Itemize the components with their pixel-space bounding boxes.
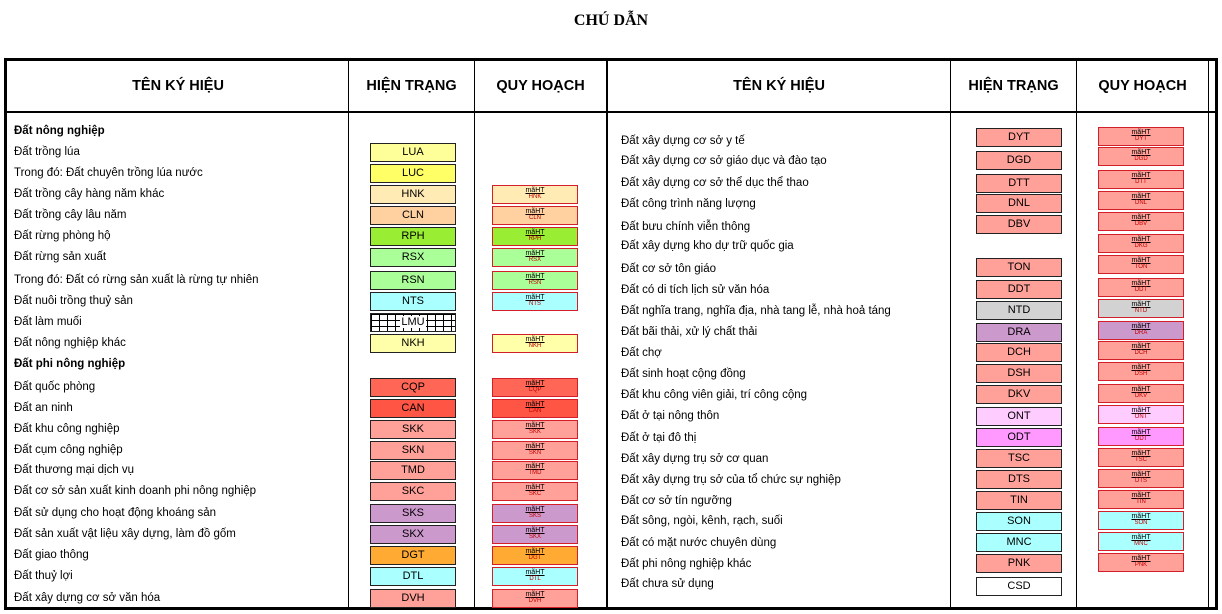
current-swatch [976, 491, 1062, 510]
current-swatch [370, 334, 456, 353]
plan-code: DKV [1134, 393, 1148, 399]
swatch-code: DVH [401, 592, 425, 604]
plan-code-label: mãHT [525, 187, 545, 194]
plan-code-label: mãHT [525, 336, 545, 343]
plan-swatch [1098, 127, 1184, 146]
plan-code: NKH [528, 343, 542, 349]
plan-swatch [492, 292, 578, 311]
plan-code: TMD [528, 470, 542, 476]
legend-label: Đất nghĩa trang, nghĩa địa, nhà tang lễ, nhà hoả táng [621, 305, 891, 317]
plan-code: DVH [528, 598, 542, 604]
legend-label: Đất khu công viên giải, trí công cộng [621, 389, 808, 401]
plan-code-label: mãHT [525, 484, 545, 491]
plan-code-label: mãHT [1131, 193, 1151, 200]
plan-code-label: mãHT [1131, 429, 1151, 436]
swatch-code: DTT [1008, 177, 1030, 189]
swatch-code: HNK [401, 188, 425, 200]
swatch-code: PNK [1007, 557, 1031, 569]
current-swatch [976, 470, 1062, 489]
plan-code-label: mãHT [1131, 343, 1151, 350]
plan-code-label: mãHT [525, 380, 545, 387]
table-divider [606, 61, 608, 610]
current-swatch [370, 164, 456, 183]
legend-label: Đất chưa sử dụng [621, 578, 714, 590]
legend-label: Đất sử dụng cho hoạt động khoáng sản [14, 507, 217, 519]
col-divider [474, 61, 475, 610]
plan-swatch [1098, 321, 1184, 340]
plan-code-label: mãHT [1131, 450, 1151, 457]
swatch-code: DSH [1007, 367, 1031, 379]
plan-code-label: mãHT [1131, 364, 1151, 371]
swatch-code: ONT [1007, 410, 1031, 422]
current-swatch [370, 271, 456, 290]
legend-label: Đất làm muối [14, 316, 82, 328]
current-swatch [976, 280, 1062, 299]
plan-swatch [492, 334, 578, 353]
legend-label: Đất ở tại nông thôn [621, 410, 720, 422]
plan-code: RSX [528, 257, 542, 263]
plan-swatch [492, 441, 578, 460]
plan-code-label: mãHT [525, 463, 545, 470]
current-swatch [976, 323, 1062, 342]
current-swatch [976, 194, 1062, 213]
swatch-code: DDT [1007, 283, 1031, 295]
current-swatch [976, 343, 1062, 362]
plan-swatch [1098, 299, 1184, 318]
current-swatch [370, 292, 456, 311]
legend-label: Đất xây dựng cơ sở y tế [621, 135, 745, 147]
plan-code: SKK [528, 429, 541, 435]
plan-code-label: mãHT [1131, 323, 1151, 330]
legend-label: Đất rừng sản xuất [14, 251, 107, 263]
swatch-code: DTS [1008, 473, 1030, 485]
current-swatch [370, 248, 456, 267]
current-swatch [370, 378, 456, 397]
plan-swatch [492, 248, 578, 267]
swatch-code: SKC [401, 485, 425, 497]
legend-label: Đất bãi thải, xử lý chất thải [621, 326, 758, 338]
plan-code: DRA [1134, 330, 1148, 336]
plan-code: SON [1134, 520, 1148, 526]
swatch-code: TMD [401, 464, 425, 476]
plan-code-label: mãHT [1131, 172, 1151, 179]
plan-code-label: mãHT [1131, 129, 1151, 136]
plan-code-label: mãHT [525, 443, 545, 450]
legend-label: Đất quốc phòng [14, 381, 96, 393]
current-swatch [370, 399, 456, 418]
legend-label: Đất cơ sở sản xuất kinh doanh phi nông nghiệp [14, 485, 257, 497]
legend-label: Đất cơ sở tín ngưỡng [621, 495, 732, 507]
plan-swatch [1098, 553, 1184, 572]
header-plan-right: QUY HOẠCH [1098, 78, 1187, 94]
legend-label: Đất có di tích lịch sử văn hóa [621, 284, 770, 296]
plan-code: SKN [528, 450, 542, 456]
current-swatch [976, 151, 1062, 170]
swatch-code: RSN [401, 274, 425, 286]
swatch-code: DTL [402, 570, 424, 582]
plan-code-label: mãHT [525, 250, 545, 257]
current-swatch [976, 512, 1062, 531]
legend-label: Đất xây dựng cơ sở văn hóa [14, 592, 161, 604]
current-swatch [370, 420, 456, 439]
plan-code: DKG [1134, 243, 1148, 249]
swatch-code: ODT [1007, 431, 1031, 443]
swatch-code: LUA [402, 146, 424, 158]
plan-code-label: mãHT [525, 229, 545, 236]
plan-swatch [1098, 511, 1184, 530]
plan-swatch [1098, 191, 1184, 210]
swatch-code: DCH [1007, 346, 1031, 358]
plan-swatch [1098, 532, 1184, 551]
plan-code: DTT [1135, 179, 1147, 185]
legend-label: Đất giao thông [14, 549, 89, 561]
plan-code-label: mãHT [1131, 280, 1151, 287]
swatch-code: TON [1007, 261, 1031, 273]
current-swatch [370, 206, 456, 225]
plan-code: ODT [1134, 436, 1148, 442]
plan-code: DGD [1134, 156, 1148, 162]
plan-swatch [1098, 490, 1184, 509]
plan-code: DDT [1134, 287, 1148, 293]
swatch-code: MNC [1006, 536, 1032, 548]
plan-code: RPH [528, 236, 542, 242]
legend-label: Đất bưu chính viễn thông [621, 221, 751, 233]
swatch-code: LUC [401, 167, 424, 179]
current-swatch [976, 428, 1062, 447]
swatch-code: RPH [401, 230, 425, 242]
current-swatch [370, 546, 456, 565]
current-swatch [370, 504, 456, 523]
plan-code: SKS [528, 513, 541, 519]
swatch-code: DGT [401, 549, 425, 561]
legend-label: Đất ở tại đô thị [621, 432, 697, 444]
swatch-code: SKN [401, 444, 425, 456]
plan-code: TON [1134, 264, 1148, 270]
plan-code: CLN [528, 215, 541, 221]
swatch-code: DRA [1007, 326, 1031, 338]
plan-code: SKC [528, 491, 542, 497]
current-swatch [370, 589, 456, 608]
plan-code: ONT [1134, 414, 1148, 420]
header-plan-left: QUY HOẠCH [496, 78, 585, 94]
legend-label: Đất cụm công nghiệp [14, 444, 123, 456]
current-swatch [370, 441, 456, 460]
legend-label: Đất sản xuất vật liệu xây dựng, làm đồ gốm [14, 528, 236, 540]
current-swatch [370, 482, 456, 501]
plan-swatch [1098, 427, 1184, 446]
col-divider [348, 61, 349, 610]
legend-label: Đất khu công nghiệp [14, 423, 120, 435]
legend-label: Đất sinh hoạt cộng đồng [621, 368, 746, 380]
plan-code: NTS [529, 301, 541, 307]
swatch-code: NTD [1007, 304, 1031, 316]
current-swatch [976, 364, 1062, 383]
plan-code-label: mãHT [1131, 492, 1151, 499]
plan-swatch [1098, 448, 1184, 467]
current-swatch [370, 227, 456, 246]
legend-label: Trong đó: Đất chuyên trồng lúa nước [14, 167, 203, 179]
legend-label: Đất sông, ngòi, kênh, rạch, suối [621, 515, 783, 527]
legend-label: Đất trồng cây hàng năm khác [14, 188, 165, 200]
swatch-code: LMU [401, 316, 425, 328]
swatch-code: TSC [1008, 452, 1030, 464]
plan-swatch [492, 546, 578, 565]
plan-code: DSH [1134, 371, 1148, 377]
swatch-code: SKX [401, 528, 424, 540]
plan-swatch [492, 482, 578, 501]
legend-label: Đất có mặt nước chuyên dùng [621, 537, 777, 549]
swatch-code: CQP [401, 381, 425, 393]
plan-swatch [492, 378, 578, 397]
header-current-left: HIỆN TRẠNG [366, 78, 457, 94]
plan-swatch [492, 399, 578, 418]
swatch-code: SKS [401, 507, 424, 519]
plan-code: DNL [1134, 200, 1147, 206]
current-swatch [976, 215, 1062, 234]
legend-label: Đất rừng phòng hộ [14, 230, 111, 242]
header-current-right: HIỆN TRẠNG [968, 78, 1059, 94]
header-name-right: TÊN KÝ HIỆU [733, 78, 825, 94]
plan-code-label: mãHT [525, 208, 545, 215]
plan-code: DTL [529, 576, 541, 582]
plan-code: DCH [1134, 350, 1148, 356]
current-swatch [976, 301, 1062, 320]
header-divider [4, 111, 1218, 113]
legend-label: Đất xây dựng trụ sở của tổ chức sự nghiệp [621, 474, 841, 486]
plan-code-label: mãHT [1131, 513, 1151, 520]
plan-swatch [1098, 147, 1184, 166]
plan-swatch [492, 504, 578, 523]
plan-swatch [492, 185, 578, 204]
plan-swatch [492, 461, 578, 480]
plan-code: CQP [528, 387, 542, 393]
plan-code-label: mãHT [1131, 214, 1151, 221]
legend-label: Đất chợ [621, 347, 662, 359]
plan-code-label: mãHT [1131, 407, 1151, 414]
plan-swatch [492, 589, 578, 608]
plan-swatch [492, 227, 578, 246]
swatch-code: CLN [401, 209, 424, 221]
swatch-code: SON [1007, 515, 1031, 527]
plan-swatch [1098, 278, 1184, 297]
current-swatch [976, 407, 1062, 426]
plan-code: DGT [528, 555, 542, 561]
plan-swatch [1098, 384, 1184, 403]
legend-label: Đất trồng cây lâu năm [14, 209, 127, 221]
legend-label: Đất trồng lúa [14, 146, 80, 158]
plan-code: DBV [1134, 221, 1148, 227]
swatch-code: CAN [401, 402, 425, 414]
current-swatch [976, 533, 1062, 552]
legend-label: Đất thuỷ lợi [14, 570, 73, 582]
current-swatch [370, 461, 456, 480]
plan-swatch [1098, 212, 1184, 231]
plan-code-label: mãHT [525, 569, 545, 576]
header-name-left: TÊN KÝ HIỆU [132, 78, 224, 94]
legend-label: Đất phi nông nghiệp khác [621, 558, 752, 570]
current-swatch [976, 385, 1062, 404]
plan-code-label: mãHT [1131, 386, 1151, 393]
group-label: Đất phi nông nghiệp [14, 358, 126, 370]
plan-swatch [1098, 255, 1184, 274]
legend-label: Đất an ninh [14, 402, 73, 414]
legend-label: Đất thương mại dịch vụ [14, 464, 135, 476]
plan-code: MNC [1134, 541, 1148, 547]
plan-code: RSN [528, 280, 542, 286]
plan-code: SKX [528, 534, 541, 540]
plan-code-label: mãHT [1131, 534, 1151, 541]
plan-swatch [1098, 469, 1184, 488]
plan-code: PNK [1134, 562, 1148, 568]
plan-code-label: mãHT [525, 548, 545, 555]
swatch-code: DYT [1008, 131, 1030, 143]
current-swatch [370, 143, 456, 162]
current-swatch [976, 174, 1062, 193]
current-swatch [976, 577, 1062, 596]
plan-swatch [1098, 362, 1184, 381]
swatch-code: SKK [401, 423, 424, 435]
swatch-code: DBV [1007, 218, 1031, 230]
plan-swatch [492, 206, 578, 225]
legend-label: Đất nông nghiệp khác [14, 337, 126, 349]
current-swatch [370, 185, 456, 204]
legend-label: Đất xây dựng kho dự trữ quốc gia [621, 240, 794, 252]
plan-code-label: mãHT [525, 273, 545, 280]
plan-swatch [1098, 405, 1184, 424]
plan-code-label: mãHT [1131, 471, 1151, 478]
plan-code: DYT [1135, 136, 1147, 142]
col-divider [950, 61, 951, 610]
plan-code: DTS [1135, 478, 1147, 484]
swatch-code: DNL [1007, 197, 1030, 209]
group-label: Đất nông nghiệp [14, 125, 105, 137]
current-swatch [370, 525, 456, 544]
swatch-code: RSX [401, 251, 425, 263]
plan-swatch [492, 525, 578, 544]
plan-code-label: mãHT [525, 591, 545, 598]
plan-code-label: mãHT [1131, 555, 1151, 562]
plan-code-label: mãHT [525, 294, 545, 301]
legend-label: Trong đó: Đất có rừng sản xuất là rừng tự nhiên [14, 274, 259, 286]
plan-code: TIN [1136, 499, 1146, 505]
plan-code: HNK [528, 194, 542, 200]
plan-swatch [1098, 170, 1184, 189]
plan-code-label: mãHT [525, 527, 545, 534]
col-divider [1076, 61, 1077, 610]
plan-code-label: mãHT [525, 422, 545, 429]
current-swatch [976, 258, 1062, 277]
plan-code-label: mãHT [525, 401, 545, 408]
swatch-code: DGD [1006, 154, 1032, 166]
legend-label: Đất cơ sở tôn giáo [621, 263, 716, 275]
plan-code-label: mãHT [1131, 257, 1151, 264]
plan-swatch [492, 567, 578, 586]
swatch-code: CSD [1007, 580, 1031, 592]
current-swatch [976, 554, 1062, 573]
legend-label: Đất xây dựng trụ sở cơ quan [621, 453, 769, 465]
current-swatch [976, 128, 1062, 147]
plan-code: NTD [1134, 308, 1148, 314]
swatch-code: TIN [1010, 494, 1028, 506]
plan-code-label: mãHT [1131, 149, 1151, 156]
swatch-code: DKV [1007, 388, 1031, 400]
current-swatch [370, 567, 456, 586]
plan-swatch [1098, 234, 1184, 253]
current-swatch [976, 449, 1062, 468]
plan-code-label: mãHT [525, 506, 545, 513]
legend-label: Đất xây dựng cơ sở thể dục thể thao [621, 177, 809, 189]
plan-code-label: mãHT [1131, 301, 1151, 308]
swatch-code: NKH [401, 337, 425, 349]
plan-swatch [492, 420, 578, 439]
col-divider [1208, 61, 1209, 610]
plan-swatch [492, 271, 578, 290]
plan-swatch [1098, 341, 1184, 360]
legend-label: Đất nuôi trồng thuỷ sản [14, 295, 133, 307]
legend-title: CHÚ DẪN [573, 12, 649, 29]
plan-code: CAN [528, 408, 542, 414]
current-swatch [370, 313, 456, 332]
swatch-code: NTS [402, 295, 424, 307]
plan-code-label: mãHT [1131, 236, 1151, 243]
legend-label: Đất xây dựng cơ sở giáo dục và đào tạo [621, 155, 827, 167]
plan-code: TSC [1135, 457, 1147, 463]
legend-label: Đất công trình năng lượng [621, 198, 756, 210]
